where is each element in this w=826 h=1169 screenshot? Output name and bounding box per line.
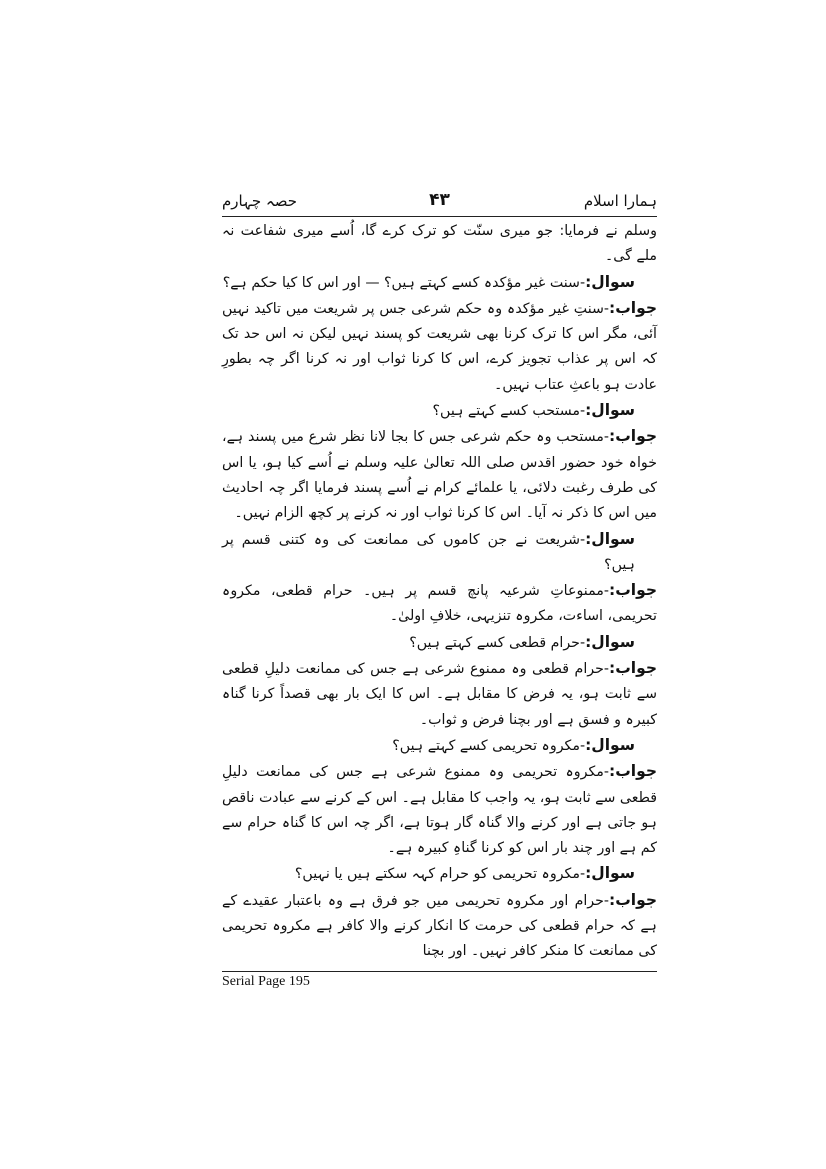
paragraph: وسلم نے فرمایا: جو میری سنّت کو ترک کرے گا، اُسے میری شفاعت نہ ملے گی۔ (222, 223, 657, 265)
answer-label: جواب: (609, 762, 657, 781)
question-label: سوال: (585, 401, 635, 420)
answer (222, 578, 657, 630)
section-title: حصہ چہارم (222, 192, 297, 210)
answer-label: جواب: (609, 890, 657, 909)
answer-text: -مستحب وہ حکم شرعی جس کا بجا لانا نظر شرع میں پسند ہے، خواہ خود حضور اقدس صلی اللہ تعالیٰ علیہ وسلم نے اُسے کیا ہو، یا اس کی طرف رغبت دلائی، یا علمائے کرام نے اُسے پسند فرمایا اگر چہ احادیث میں اس کا ذکر نہ آیا۔ اس کا کرنا ثواب اور نہ کرنے پر کچھ الزام نہیں۔ (222, 429, 657, 522)
question (222, 270, 657, 296)
answer-text: -ممنوعاتِ شرعیہ پانچ قسم پر ہیں۔ حرام قطعی، مکروہ تحریمی، اساءت، مکروہ تنزیہی، خلافِ اولیٰ۔ (222, 583, 657, 625)
answer-text: -مکروہ تحریمی وہ ممنوع شرعی ہے جس کی ممانعت دلیلِ قطعی سے ثابت ہو، یہ واجب کا مقابل ہے۔ اس کے کرنے سے عبادت ناقص ہو جاتی ہے اور کرنے والا گناہ گار ہوتا ہے، اگر چہ اس کا گناہ حرام سے کم ہے اور چند بار اس کو کرنا گناہِ کبیرہ ہے۔ (222, 764, 657, 857)
question-text: -مستحب کسے کہتے ہیں؟ (432, 403, 586, 420)
page-number: ۴۳ (429, 190, 450, 210)
question-text: -حرام قطعی کسے کہتے ہیں؟ (409, 634, 586, 651)
answer-text: -حرام اور مکروہ تحریمی میں جو فرق ہے وہ باعتبار عقیدے کے ہے کہ حرام قطعی کی حرمت کا انکار کرنے والا کافر ہے مکروہ تحریمی کی ممانعت کا منکر کافر نہیں۔ اور بچنا (222, 892, 657, 960)
answer (222, 296, 657, 398)
question (222, 398, 657, 424)
question-text: -سنت غیر مؤکدہ کسے کہتے ہیں؟ — اور اس کا کیا حکم ہے؟ (222, 274, 586, 291)
serial-page-label: Serial Page (222, 973, 286, 989)
question (222, 527, 657, 579)
question-text: -شریعت نے جن کاموں کی ممانعت کی وہ کتنی قسم پر ہیں؟ (222, 531, 635, 573)
answer-label: جواب: (609, 298, 657, 317)
question-label: سوال: (585, 864, 635, 883)
page-footer (222, 972, 657, 990)
question-text: -مکروہ تحریمی کسے کہتے ہیں؟ (392, 737, 586, 754)
page-header (222, 190, 657, 216)
question (222, 630, 657, 656)
book-page (222, 190, 657, 990)
answer (222, 888, 657, 965)
question-text: -مکروہ تحریمی کو حرام کہہ سکتے ہیں یا نہیں؟ (294, 866, 586, 883)
answer-label: جواب: (609, 659, 657, 678)
question (222, 733, 657, 759)
answer-text: -سنتِ غیر مؤکدہ وہ حکم شرعی جس پر شریعت میں تاکید نہیں آئی، مگر اس کا ترک کرنا بھی شریعت کو پسند نہیں لیکن نہ اس حد تک کہ اس پر عذاب تجویز کرے، اس کا کرنا ثواب اور نہ کرنا اگر چہ بطورِ عادت ہو باعثِ عتاب نہیں۔ (222, 300, 657, 393)
answer (222, 656, 657, 733)
question (222, 861, 657, 887)
answer (222, 759, 657, 861)
answer (222, 424, 657, 526)
header-rule (222, 216, 657, 217)
answer-text: -حرام قطعی وہ ممنوع شرعی ہے جس کی ممانعت دلیلِ قطعی سے ثابت ہو، یہ فرض کا مقابل ہے۔ اس کا ایک بار بھی قصداً کرنا گناہ کبیرہ و فسق ہے اور بچنا فرض و ثواب۔ (222, 661, 657, 728)
answer-label: جواب: (609, 427, 657, 446)
question-label: سوال: (585, 632, 635, 651)
question-label: سوال: (585, 735, 635, 754)
answer-label: جواب: (609, 581, 657, 600)
serial-page-number: 195 (288, 973, 310, 989)
question-label: سوال: (585, 529, 635, 548)
page-body (222, 219, 657, 965)
question-label: سوال: (585, 272, 635, 291)
book-title: ہمارا اسلام (583, 192, 657, 210)
